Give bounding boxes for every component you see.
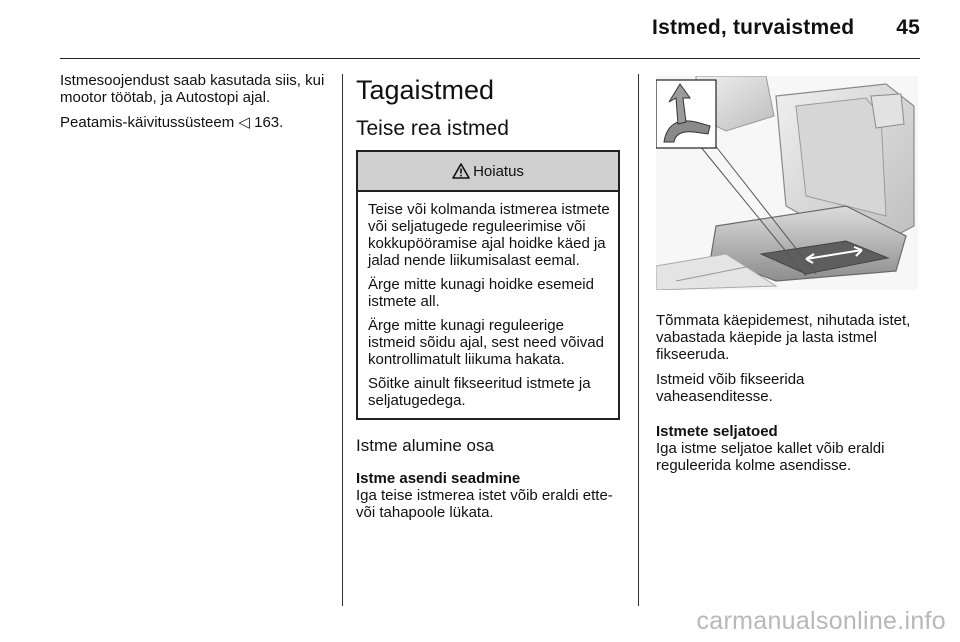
header-section: Istmed, turvaistmed — [652, 16, 855, 39]
warning-box — [356, 150, 620, 420]
paragraph-reference: Peatamis-käivitussüsteem ◁ 163. — [60, 114, 284, 131]
paragraph: Istmeid võib fikseerida vaheasenditesse. — [656, 371, 805, 405]
page-number: 45 — [896, 16, 920, 39]
paragraph: Iga istme seljatoe kallet võib eraldi reguleerida kolme asendisse. — [656, 440, 885, 474]
page-ref-link[interactable]: 163. — [254, 114, 284, 131]
warning-paragraph: Ärge mitte kunagi hoidke esemeid istmete all. — [368, 276, 594, 310]
subsection-heading: Istmete seljatoed — [656, 423, 778, 440]
column-3 — [656, 72, 922, 482]
column-divider-2 — [638, 74, 639, 606]
paragraph: Istmesoojendust saab kasutada siis, kui mootor töötab, ja Autostopi ajal. — [60, 72, 325, 106]
column-2 — [356, 72, 622, 529]
section-subtitle: Teise rea istmed — [356, 117, 509, 140]
header-title — [652, 16, 920, 40]
section-title: Tagaistmed — [356, 75, 495, 105]
paragraph: Iga teise istmerea istet võib eraldi ette- või tahapoole lükata. — [356, 487, 613, 521]
column-divider-1 — [342, 74, 343, 606]
warning-paragraph: Ärge mitte kunagi reguleerige istmeid sõidu ajal, sest need võivad kontrollimatult liikuma hakata. — [368, 317, 604, 368]
column-1 — [60, 72, 330, 139]
seat-illustration-icon — [656, 76, 918, 290]
warning-paragraph: Teise või kolmanda istmerea istmete või seljatugede reguleerimise või kokkupööramise ajal hoidke käed ja jalad nende liikumisalast eemal. — [368, 201, 610, 269]
warning-body — [358, 192, 618, 418]
watermark: carmanualsonline.info — [696, 607, 946, 635]
page-ref-icon: ◁ — [238, 114, 250, 131]
warning-triangle-icon — [452, 163, 470, 179]
warning-paragraph: Sõitke ainult fikseeritud istmete ja seljatugedega. — [368, 375, 591, 409]
paragraph: Tõmmata käepidemest, nihutada istet, vabastada käepide ja lasta istmel fikseeruda. — [656, 312, 911, 363]
seat-adjustment-illustration — [656, 76, 918, 290]
warning-label: Hoiatus — [473, 162, 524, 180]
section-heading: Istme alumine osa — [356, 436, 494, 455]
subsection-heading: Istme asendi seadmine — [356, 470, 521, 487]
warning-header — [358, 152, 618, 192]
header-rule — [60, 58, 920, 59]
page-header — [60, 0, 920, 62]
